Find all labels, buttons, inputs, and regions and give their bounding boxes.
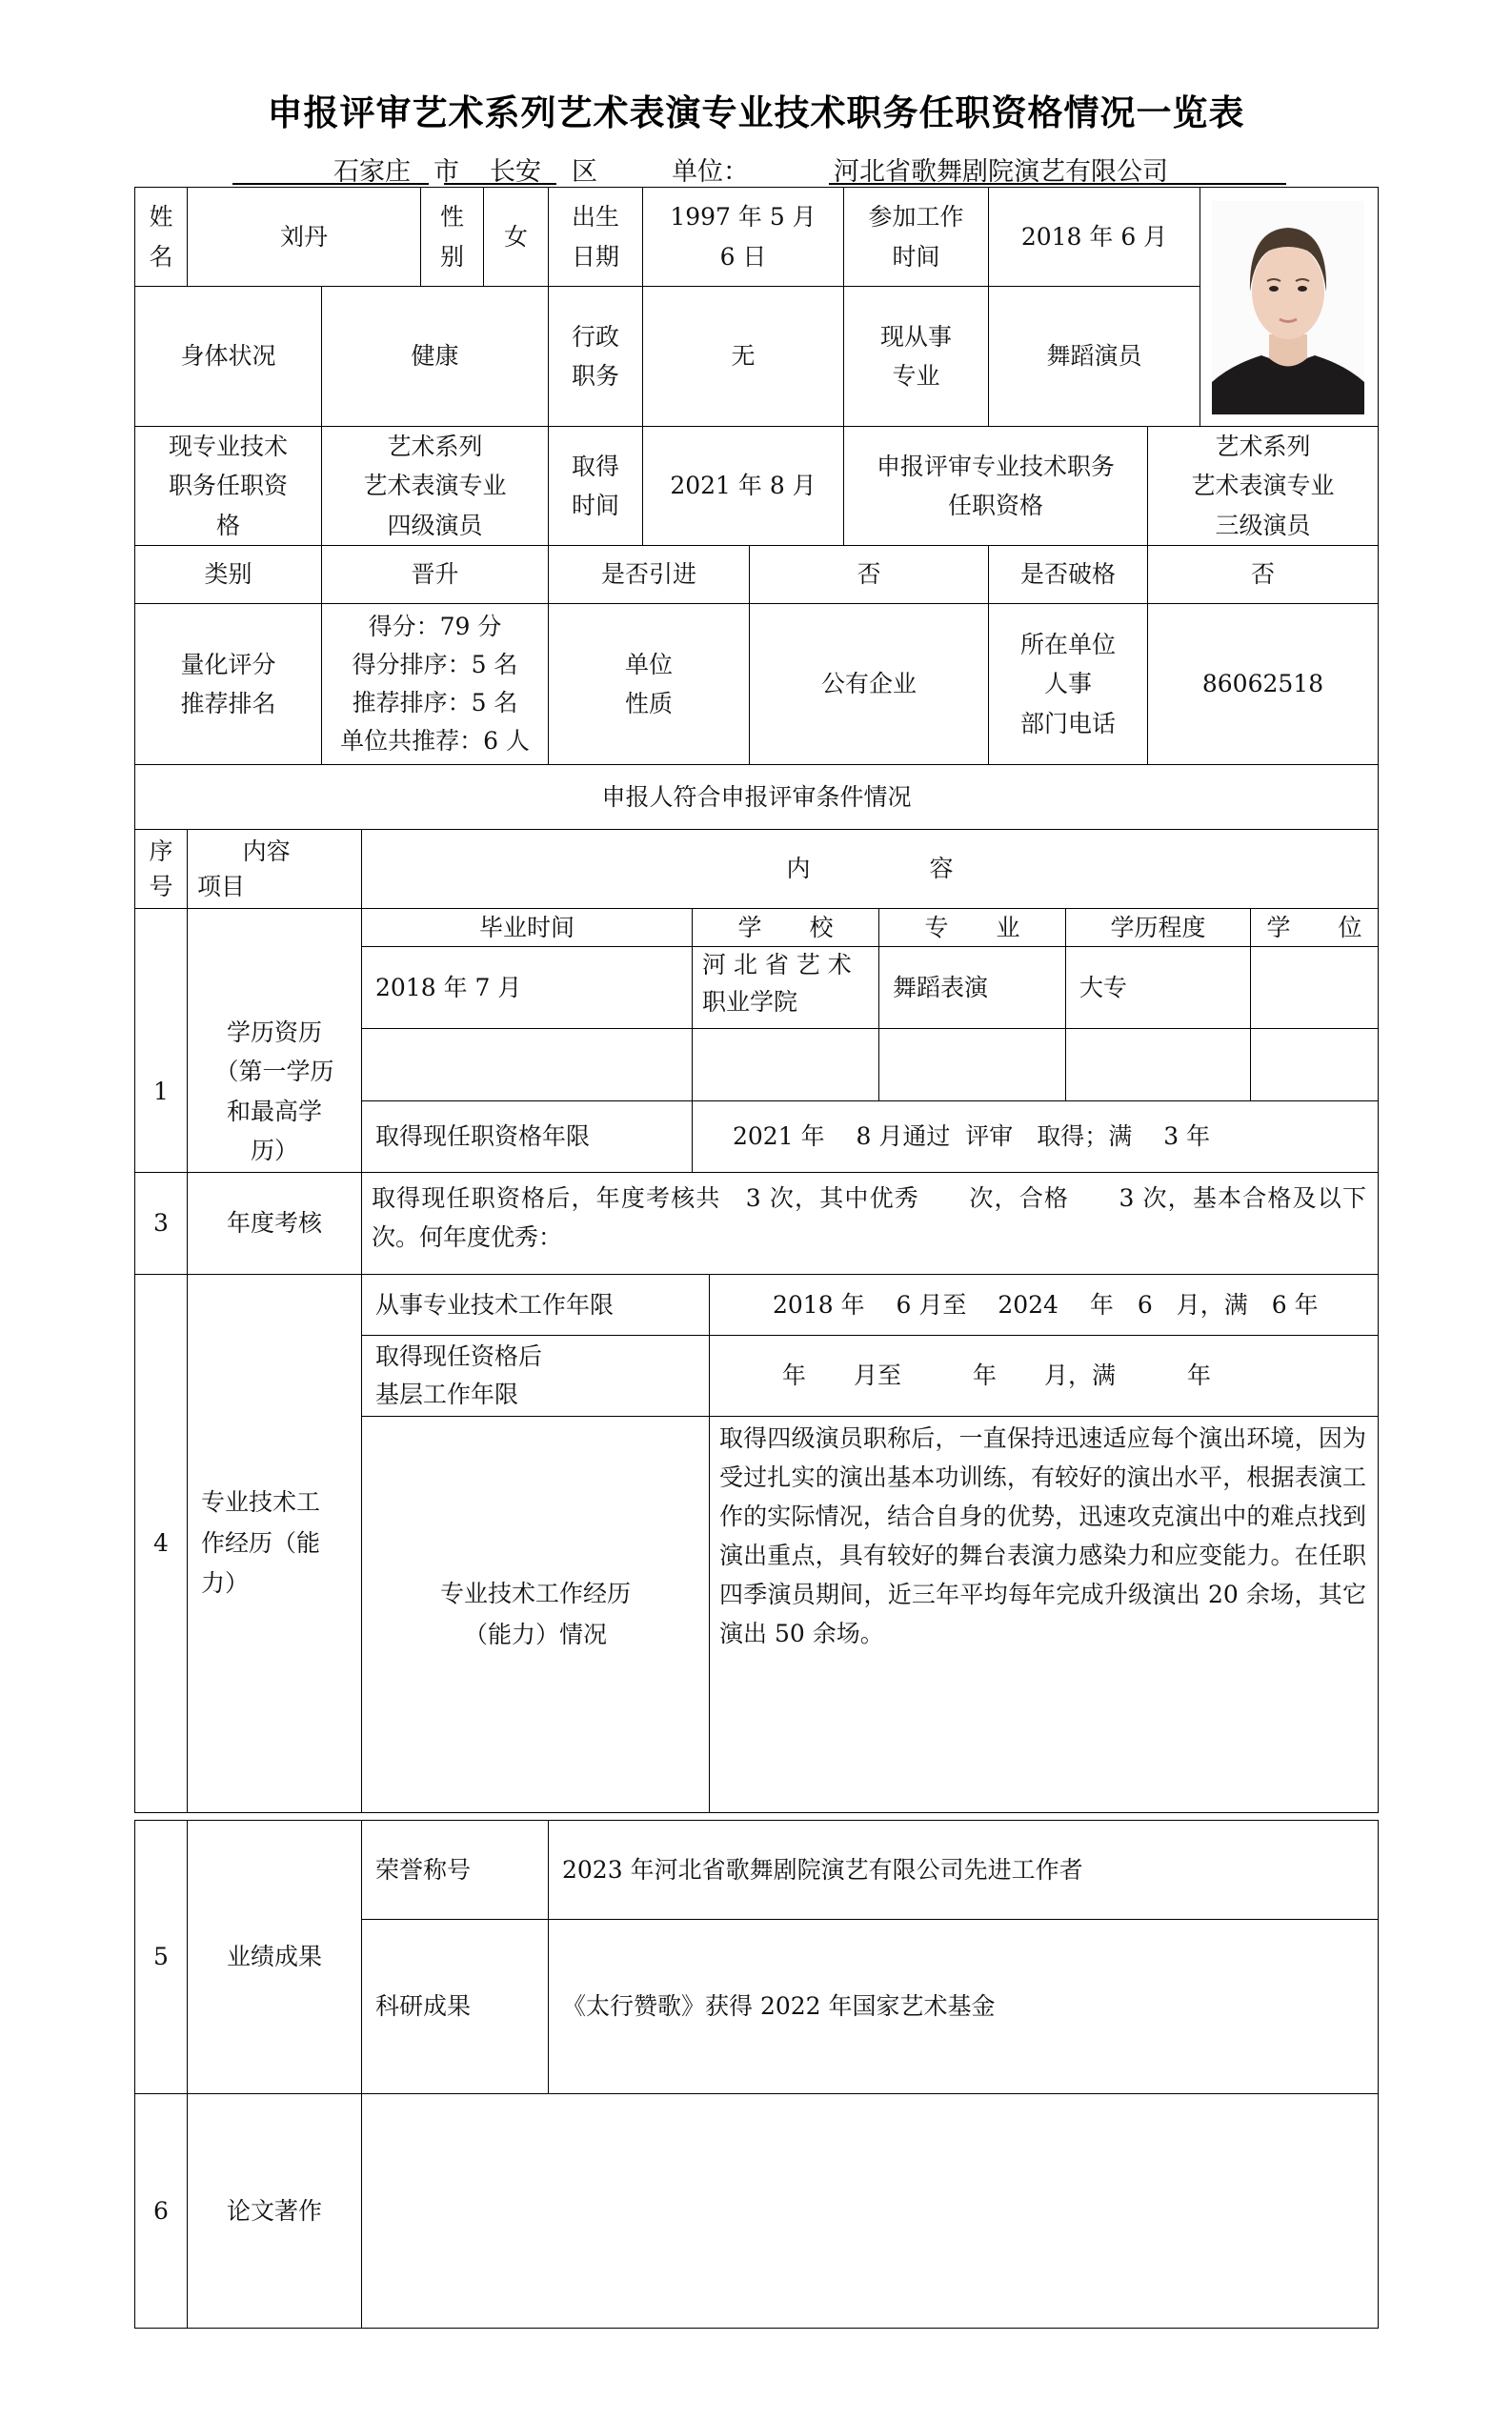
edu-row-2-grad-time: [361, 1028, 693, 1101]
health-value: 健康: [321, 286, 549, 427]
admin-post-value: 无: [642, 286, 844, 427]
name-label: 姓 名: [134, 187, 188, 287]
annual-label: 年度考核: [187, 1172, 362, 1275]
obtain-time-value: 2021 年 8 月: [642, 426, 844, 546]
apply-qual-label: 申报评审专业技术职务 任职资格: [843, 426, 1148, 546]
edu-header-school: 学 校: [692, 908, 879, 947]
grassroots-value: 年 月至 年 月，满 年: [709, 1335, 1379, 1417]
work-years-label: 从事专业技术工作年限: [361, 1274, 710, 1336]
conditions-section-title: 申报人符合申报评审条件情况: [134, 764, 1379, 830]
tenure-label: 取得现任职资格年限: [361, 1100, 693, 1173]
edu-header-level: 学历程度: [1065, 908, 1251, 947]
current-major-value: 舞蹈演员: [988, 286, 1200, 427]
annual-text: 取得现任职资格后，年度考核共 3 次，其中优秀 次，合格 3 次，基本合格及以下 次。何年度优秀：: [361, 1172, 1379, 1275]
edu-row-1-degree: [1250, 946, 1379, 1029]
category-label: 类别: [134, 545, 322, 604]
category-value: 晋升: [321, 545, 549, 604]
honor-value: 2023 年河北省歌舞剧院演艺有限公司先进工作者: [548, 1820, 1379, 1920]
health-label: 身体状况: [134, 286, 322, 427]
research-value: 《太行赞歌》获得 2022 年国家艺术基金: [548, 1919, 1379, 2094]
work-years-value: 2018 年 6 月至 2024 年 6 月，满 6 年: [709, 1274, 1379, 1336]
district-value: 长安: [490, 157, 541, 187]
hr-phone-label: 所在单位 人事 部门电话: [988, 603, 1148, 765]
annual-no: 3: [134, 1172, 188, 1275]
gender-value: 女: [483, 187, 549, 287]
education-label: 学历资历 （第一学历 和最高学 历）: [187, 908, 362, 1275]
hr-phone-value: 86062518: [1147, 603, 1379, 765]
tenure-value: 2021 年 8 月通过 评审 取得；满 3 年: [692, 1100, 1379, 1173]
edu-header-major: 专 业: [878, 908, 1066, 947]
apply-qual-value: 艺术系列 艺术表演专业 三级演员: [1147, 426, 1379, 546]
birth-value: 1997 年 5 月 6 日: [642, 187, 844, 287]
exceptional-label: 是否破格: [988, 545, 1148, 604]
city-suffix: 市: [433, 157, 459, 187]
edu-header-grad-time: 毕业时间: [361, 908, 693, 947]
edu-row-1-major: 舞蹈表演: [878, 946, 1066, 1029]
work-start-value: 2018 年 6 月: [988, 187, 1200, 287]
gender-label: 性 别: [420, 187, 484, 287]
ranking-label: 量化评分 推荐排名: [134, 603, 322, 765]
unit-label: 单位：: [672, 157, 749, 187]
edu-header-degree: 学 位: [1250, 908, 1379, 947]
experience-label: 专业技术工作经历 （能力）情况: [361, 1416, 710, 1813]
obtain-time-label: 取得 时间: [548, 426, 643, 546]
work-start-label: 参加工作 时间: [843, 187, 989, 287]
grassroots-label: 取得现任资格后 基层工作年限: [361, 1335, 710, 1417]
current-major-label: 现从事 专业: [843, 286, 989, 427]
education-no: 1: [134, 908, 188, 1275]
name-value: 刘丹: [187, 187, 421, 287]
edu-row-2-school: [692, 1028, 879, 1101]
exceptional-value: 否: [1147, 545, 1379, 604]
district-suffix: 区: [572, 157, 597, 187]
papers-no: 6: [134, 2093, 188, 2329]
col-content-header: 内 容: [361, 829, 1379, 909]
current-qual-label: 现专业技术 职务任职资 格: [134, 426, 322, 546]
introduced-label: 是否引进: [548, 545, 750, 604]
col-item-header: 内容 项目: [187, 829, 362, 909]
introduced-value: 否: [749, 545, 989, 604]
achievements-label: 业绩成果: [187, 1820, 362, 2094]
edu-row-2-major: [878, 1028, 1066, 1101]
current-qual-value: 艺术系列 艺术表演专业 四级演员: [321, 426, 549, 546]
honor-label: 荣誉称号: [361, 1820, 549, 1920]
col-no-header: 序 号: [134, 829, 188, 909]
papers-label: 论文著作: [187, 2093, 362, 2329]
unit-value: 河北省歌舞剧院演艺有限公司: [834, 157, 1168, 187]
ranking-value: 得分：79 分 得分排序：5 名 推荐排序：5 名 单位共推荐：6 人: [321, 603, 549, 765]
unit-nature-value: 公有企业: [749, 603, 989, 765]
achievements-no: 5: [134, 1820, 188, 2094]
page-title: 申报评审艺术系列艺术表演专业技术职务任职资格情况一览表: [267, 92, 1245, 133]
birth-label: 出生 日期: [548, 187, 643, 287]
research-label: 科研成果: [361, 1919, 549, 2094]
edu-row-1-school: 河 北 省 艺 术 职业学院: [692, 946, 879, 1029]
edu-row-1-level: 大专: [1065, 946, 1251, 1029]
edu-row-1-grad-time: 2018 年 7 月: [361, 946, 693, 1029]
edu-row-2-level: [1065, 1028, 1251, 1101]
applicant-photo: [1200, 187, 1379, 427]
admin-post-label: 行政 职务: [548, 286, 643, 427]
portrait-icon: [1212, 201, 1364, 414]
experience-text: 取得四级演员职称后，一直保持迅速适应每个演出环境，因为受过扎实的演出基本功训练，有较好的演出水平，根据表演工作的实际情况，结合自身的优势，迅速攻克演出中的难点找到演出重点，具有较好的舞台表演力感染力和应变能力。在任职四季演员期间，近三年平均每年完成升级演出 20 余场，其它演出 50 余场。: [709, 1416, 1379, 1813]
city-value: 石家庄: [333, 157, 411, 187]
edu-row-2-degree: [1250, 1028, 1379, 1101]
unit-nature-label: 单位 性质: [548, 603, 750, 765]
work-label: 专业技术工 作经历（能 力）: [187, 1274, 362, 1813]
papers-value: [361, 2093, 1379, 2329]
work-no: 4: [134, 1274, 188, 1813]
